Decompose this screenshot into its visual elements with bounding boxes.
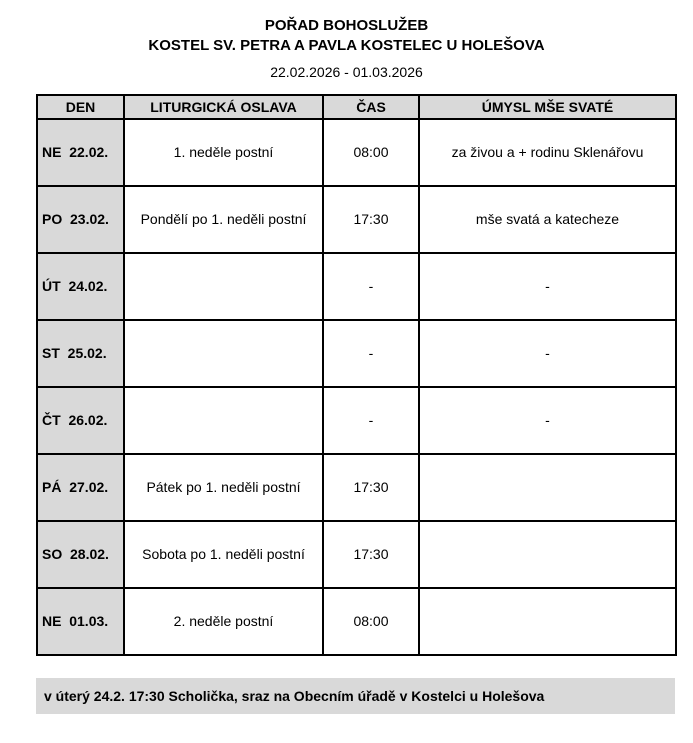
time-cell: - [323, 387, 419, 454]
intention-cell: za živou a + rodinu Sklenářovu [419, 119, 676, 186]
day-cell: PO 23.02. [37, 186, 124, 253]
day-cell: PÁ 27.02. [37, 454, 124, 521]
intention-cell [419, 521, 676, 588]
day-cell: SO 28.02. [37, 521, 124, 588]
column-header-time: ČAS [323, 95, 419, 119]
table-header-row [37, 95, 676, 119]
intention-cell: mše svatá a katecheze [419, 186, 676, 253]
table-row [37, 119, 676, 186]
day-cell: ST 25.02. [37, 320, 124, 387]
time-cell: - [323, 320, 419, 387]
liturgy-cell [124, 253, 323, 320]
page-title: POŘAD BOHOSLUŽEB [264, 17, 429, 34]
time-cell: 08:00 [323, 119, 419, 186]
table-row [37, 454, 676, 521]
intention-cell: - [419, 320, 676, 387]
time-cell: 17:30 [323, 186, 419, 253]
liturgy-cell [124, 387, 323, 454]
date-range: 22.02.2026 - 01.03.2026 [270, 63, 423, 80]
footer-note: v úterý 24.2. 17:30 Scholička, sraz na Obecním úřadě v Kostelci u Holešova [36, 678, 675, 714]
intention-cell: - [419, 253, 676, 320]
page-subtitle: KOSTEL SV. PETRA A PAVLA KOSTELEC U HOLEŠOVA [148, 37, 545, 55]
table-row [37, 521, 676, 588]
table-row [37, 387, 676, 454]
liturgy-cell: 2. neděle postní [124, 588, 323, 655]
liturgy-cell: Pondělí po 1. neděli postní [124, 186, 323, 253]
time-cell: 17:30 [323, 521, 419, 588]
liturgy-cell: 1. neděle postní [124, 119, 323, 186]
column-header-liturgy: LITURGICKÁ OSLAVA [124, 95, 323, 119]
time-cell: 17:30 [323, 454, 419, 521]
intention-cell: - [419, 387, 676, 454]
table-row [37, 320, 676, 387]
day-cell: NE 22.02. [37, 119, 124, 186]
column-header-intention: ÚMYSL MŠE SVATÉ [419, 95, 676, 119]
intention-cell [419, 588, 676, 655]
time-cell: 08:00 [323, 588, 419, 655]
liturgy-cell: Pátek po 1. neděli postní [124, 454, 323, 521]
liturgy-cell [124, 320, 323, 387]
day-cell: ČT 26.02. [37, 387, 124, 454]
time-cell: - [323, 253, 419, 320]
schedule-table [36, 94, 677, 656]
liturgy-cell: Sobota po 1. neděli postní [124, 521, 323, 588]
day-cell: ÚT 24.02. [37, 253, 124, 320]
column-header-den: DEN [37, 95, 124, 119]
document-header [0, 0, 693, 80]
intention-cell [419, 454, 676, 521]
table-row [37, 253, 676, 320]
table-row [37, 186, 676, 253]
day-cell: NE 01.03. [37, 588, 124, 655]
table-row [37, 588, 676, 655]
